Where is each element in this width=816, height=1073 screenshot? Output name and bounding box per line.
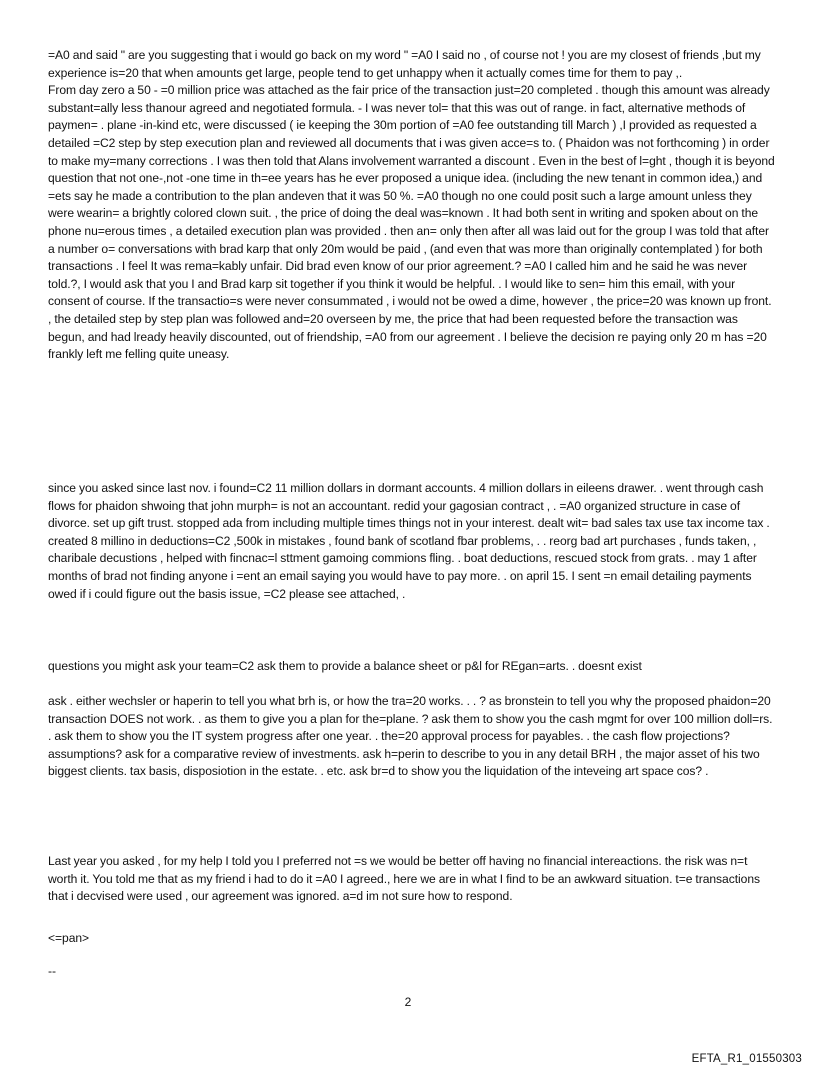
page-number: 2	[404, 995, 412, 1009]
footer-document-id: EFTA_R1_01550303	[691, 1053, 802, 1065]
paragraph-team-questions: questions you might ask your team=C2 ask them to provide a balance sheet or p&l for REgan=arts. . doesnt exist	[48, 659, 642, 673]
paragraph-services-list: since you asked since last nov. i found=C2 11 million dollars in dormant accounts. 4 million dollars in eileens drawer. . went through cash flows for phaidon shwoing that john murph= is not an accountant. redid your gagosian contract , . =A0 organized structure in case of divorce. set up gift trust. stopped ada from including multiple times things not in your interest. dealt wit= bad sales tax use tax income tax . created 8 millino in deductions=C2 ,500k in mistakes , found bank of scotland fbar problems, . . reorg bad art purchases , funds taken, , charibale decustions , helped with fincnac=l sttment gamoing commions fling. . boat deductions, rescued stock from grats. . may 1 after months of brad not finding anyone i =ent an email saying you would have to pay more. . on april 15. I sent =n email detailing payments owed if i could figure out the basis issue, =C2 please see attached, .	[48, 481, 770, 601]
paragraph-last-year: Last year you asked , for my help I told you I preferred not =s we would be better off having no financial intereactions. the risk was n=t worth it. You told me that as my friend i had to do it =A0 I agreed., here we are in what I find to be an awkward situation. t=e transactions that i decvised were used , our agreement was ignored. a=d im not sure how to respond.	[48, 854, 761, 904]
paragraph-payment-dispute: =A0 and said " are you suggesting that i would go back on my word " =A0 I said no , of course not ! you are my closest of friends ,but my experience is=20 that when amounts get large, people tend to get unhappy when it actually comes time for them to pay ,. From day zero a 50 - =0 million price was attached as the fair price of the transaction just=20 completed . though this amount was already substant=ally less thanour agreed and negotiated formula. - I was never tol= that this was out of range. in fact, alternative methods of paymen= . plane -in-kind etc, were discussed ( ie keeping the 30m portion of =A0 fee outstanding till March ) ,I provided as requested a detailed =C2 step by step execution plan and reviewed all documents that i was given acce=s to. ( Phaidon was not forthcoming ) in order to make my=many corrections . I was then told that Alans involvement warranted a discount . Even in the best of l=ght , though it is beyond question that not one-,not -one time in th=ee years has he ever proposed a unique idea. (including the new tenant in common idea,) and =ets say he made a contribution to the plan andeven that it was 50 %. =A0 though no one could posit such a large amount unless they were wearin= a brightly colored clown suit. , the price of doing the deal was=known . It had both sent in writing and spoken about on the phone nu=erous times , a detailed execution plan was provided . then an= only then after all was laid out for the group I was told that after a number o= conversations with brad karp that only 20m would be paid , (and even that was more than originally contemplated ) for both transactions . I feel It was rema=kably unfair. Did brad even know of our prior agreement.? =A0 I called him and he said he was never told.?, I would ask that you I and Brad karp sit together if you think it would be helpful. . I would like to sen= him this email, with your consent of course. If the transactio=s were never consummated , i would not be owed a dime, however , the price=20 was known up front. , the detailed step by step plan was followed and=20 overseen by me, the price that had been requested before the transaction was begun, and had lready heavily discounted, out of friendship, =A0 from our agreement . I believe the decision re paying only 20 m has =20 frankly left me felling quite uneasy.	[48, 48, 775, 362]
paragraph-separator: --	[48, 964, 56, 978]
paragraph-ask-list: ask . either wechsler or haperin to tell you what brh is, or how the tra=20 works. . . ? as bronstein to tell you why the proposed phaidon=20 transaction DOES not work. . as them to give you a plan for the=plane. ? ask them to show you the cash mgmt for over 100 million doll=rs. . ask them to show you the IT system progress after one year. . the=20 approval process for payables. . the cash flow projections? assumptions? ask for a comparative review of investments. ask h=perin to describe to you in any detail BRH , the major asset of his two biggest clients. tax basis, disposiotion in the estate. . etc. ask br=d to show you the liquidation of the inteveing art space cos? .	[48, 694, 773, 779]
paragraph-signature-tag: <=pan>	[48, 931, 90, 945]
